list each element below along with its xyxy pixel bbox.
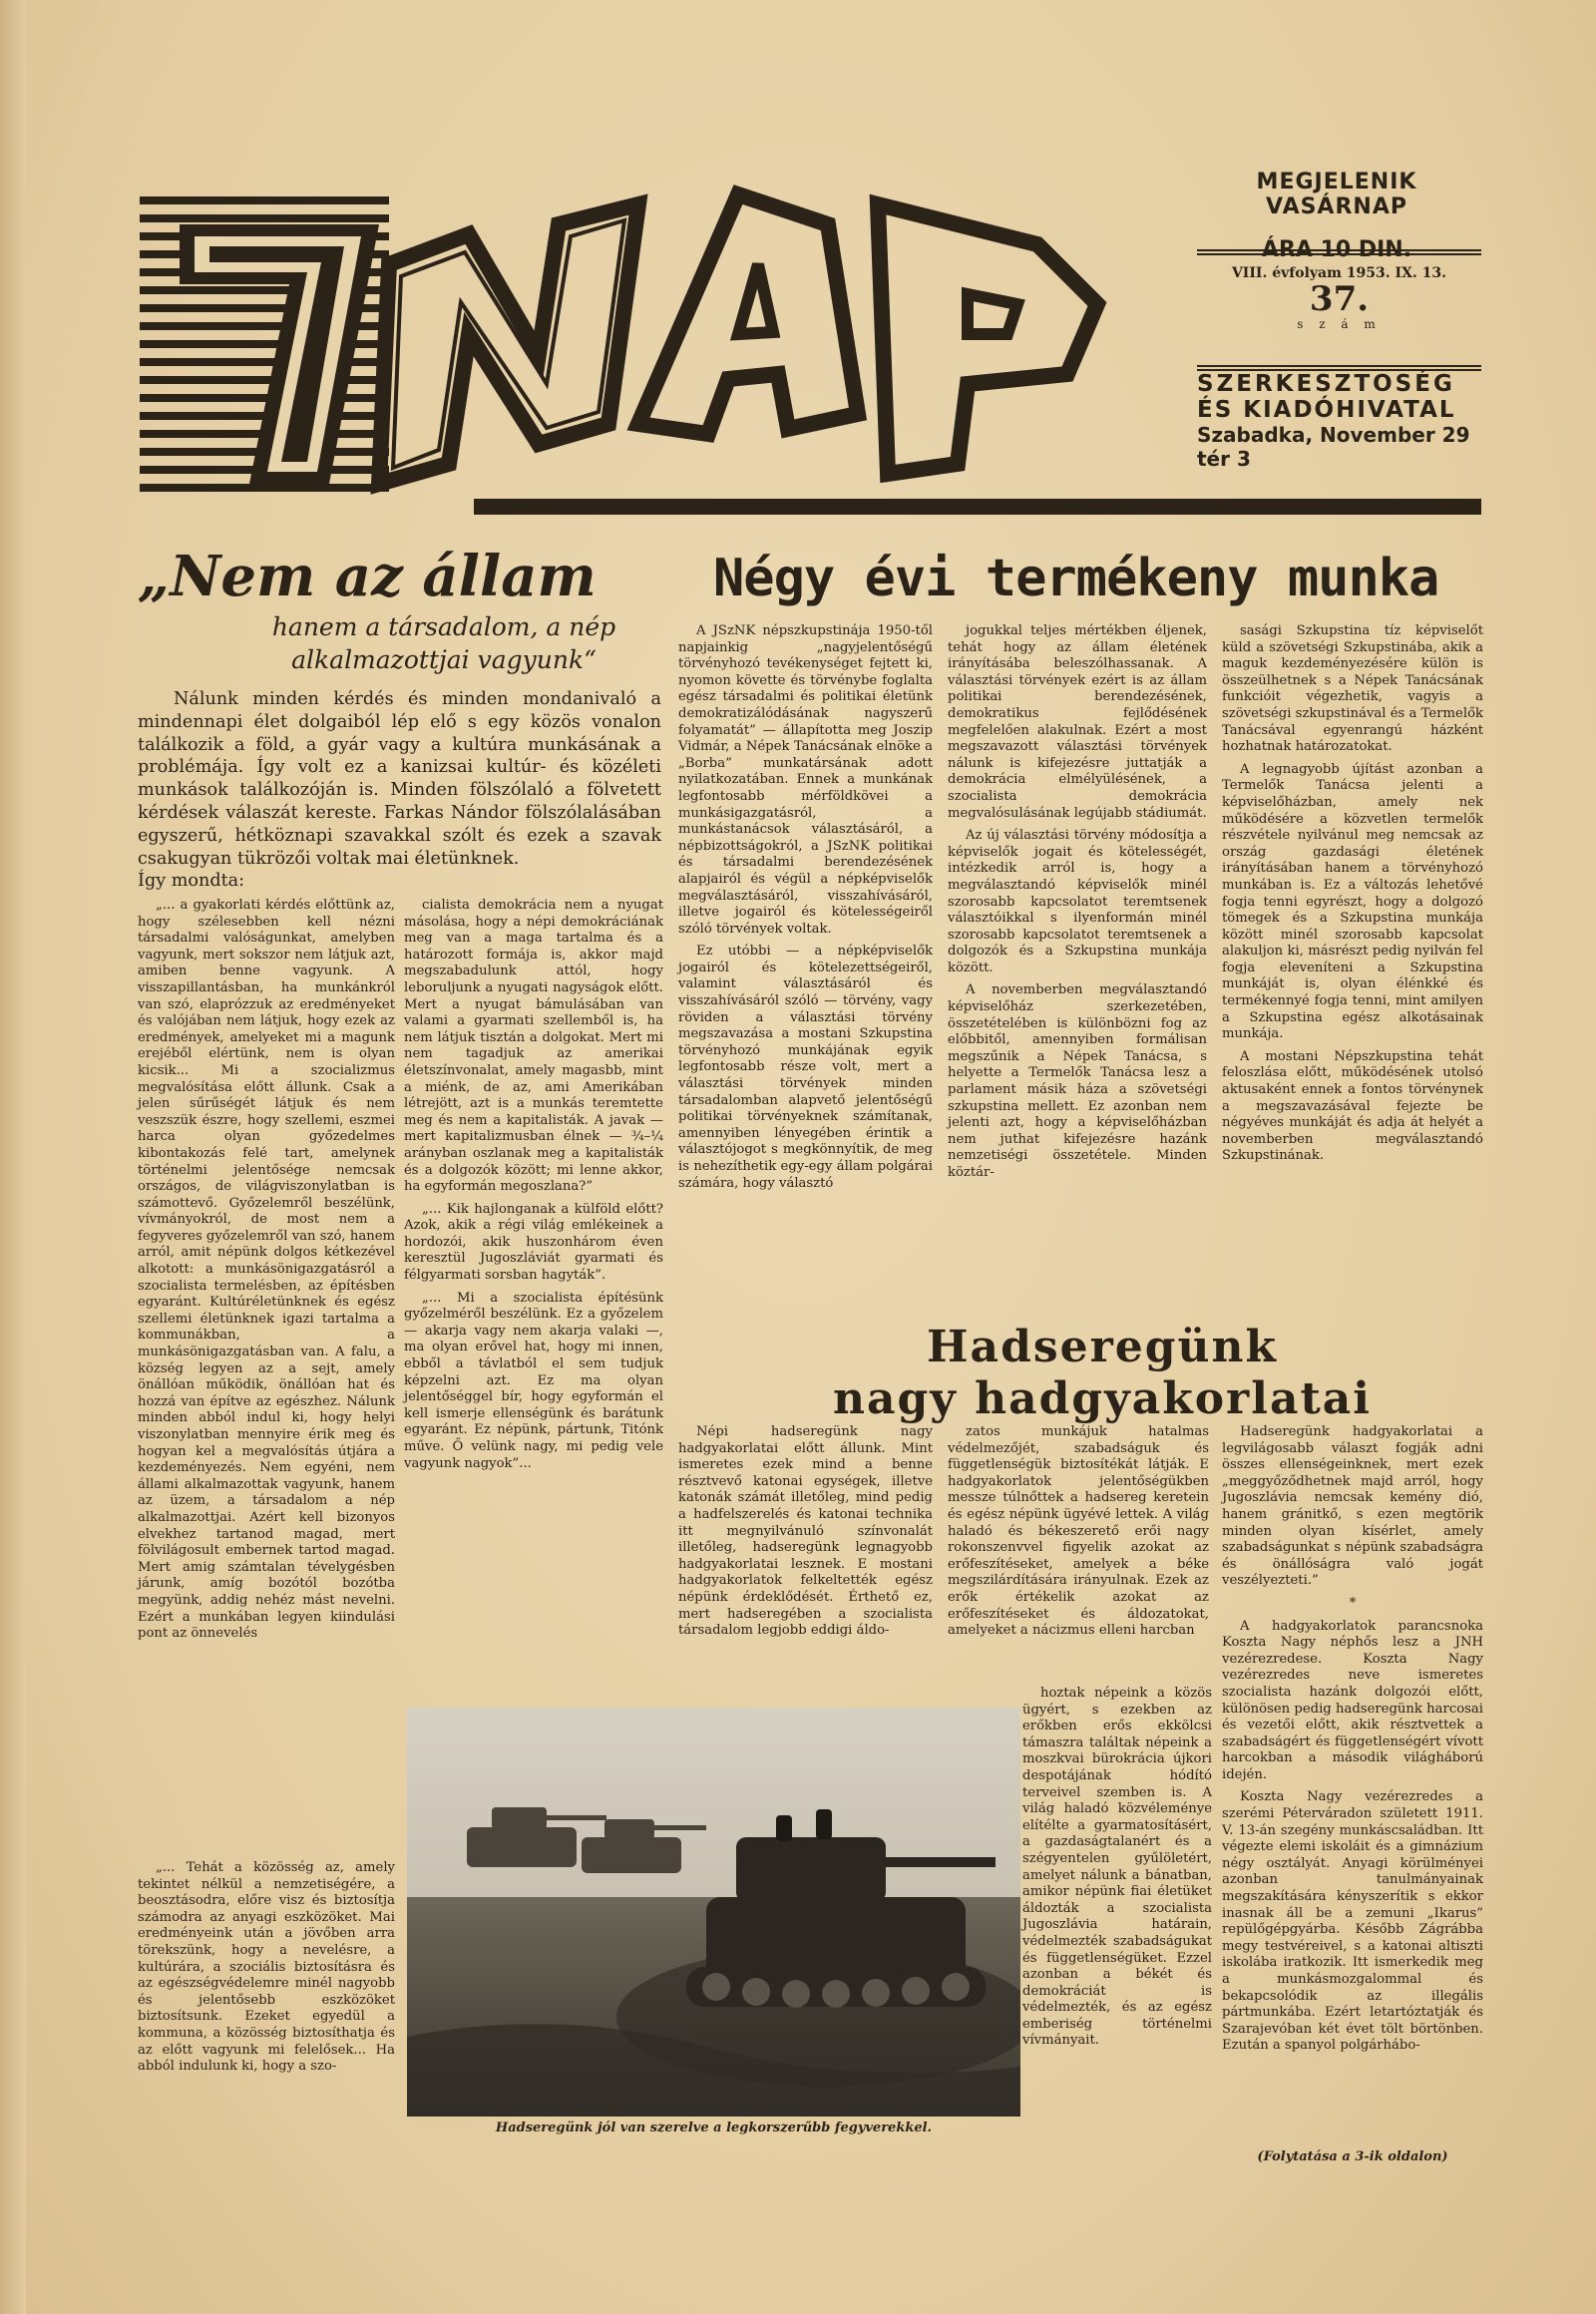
paragraph: A JSzNK népszkupstinája 1950-től napjainkig „nagyjelentőségű törvényhozó tevékenységet fejtett ki, nyomon követte és törvénybe foglalta egész társadalmi és politikai életünk demokratizálódásának nagyszerű folyamatát” — állapította meg Joszip Vidmár, a Népek Tanácsának elnöke a „Borba” munkatársának adott nyilatkozatában. Ennek a munkának legfontosabb mérföldkövei a munkásigazgatásról, a munkástanácsok választásáról, a népbizottságokról, a JSzNK politikai és társadalmi berendezésének alapjairól és végül a népképviselők megválasztásáról, visszahívásáról, illetve jogairól és kötelességeiről szóló törvények voltak. bbox=[678, 623, 933, 937]
paragraph: A legnagyobb újítást azonban a Termelők Tanácsa jelenti a képviselőházban, amely nek működésére a közvetlen termelők részvétele nyilvánul meg nemcsak az ország gazdasági életének irányításában hanem a törvényhozó munkában is. Ez a változás lehetővé fogja tenni egyrészt, hogy a dolgozó tömegek és a Szkupstina munkája között minél szorosabb kapcsolat alakuljon ki, másrészt pedig nyilván fel fogja eleveníteni a Szkupstina munkáját is, olyan élénkké és termékennyé fogja tenni, mint amilyen a Szkupstina egész alkotásainak munkája. bbox=[1222, 761, 1483, 1042]
paragraph: Hadseregünk hadgyakorlatai a legvilágosabb választ fogják adni összes ellenségeinknek, mert ezek „meggyőződhetnek majd arról, hogy Jugoszlávia nemcsak kemény dió, hanem gránitkő, s ezen megtörik minden olyan kísérlet, amely szabadságunkat s népünk szabadságra és önállóságra való jogát veszélyezteti.” bbox=[1222, 1424, 1483, 1589]
article-left-col-1 bbox=[138, 898, 395, 1649]
article-army-col-2-end bbox=[1022, 1686, 1212, 2056]
office-line-2: ÉS KIADÓHIVATAL bbox=[1197, 397, 1456, 423]
intro-text: Nálunk minden kérdés és minden mondanivaló a mindennapi élet dolgaiból lép elő s egy közös vonalon találkozik a föld, a gyár vagy a kultúra munkásának a problémája. Így volt ez a kanizsai kultúr- és közéleti munkások találkozóján is. Minden fölszólaló a fölvetett kérdések válaszát kereste. Farkas Nándor fölszólalásában egyszerű, hétköznapi szavakkal szólt és ezek a szavak csakugyan tükrözői voltak mai életünknek. bbox=[138, 689, 661, 869]
paragraph: Koszta Nagy vezérezredes a szerémi Pétervárad​on született 1911. V. 13-án szegény munkáscsaládban. Itt végezte elemi iskoláit és a gimnázium négy osztályát. Anyagi körülményei azonban tanulmányainak megszakítására kényszerítik s ekkor inasnak áll be a zemuni „Ikarus” repülőgépgyárba. Később Zágrábba megy testvéreivel, s a katonai altiszti iskolába iratkozik. Itt ismerkedik meg a munkásmozgalommal és bekapcsolódik az illegális pártmunkába. Ezért letartóztatják és Szarajevóban két évet tölt börtönben. Ezután a spanyol polgárhábo- bbox=[1222, 1789, 1483, 2054]
paragraph: A novemberben megválasztandó képviselőház szerkezetében, összetételében is különbözni fog az előbbitől, amennyiben formálisan megszűnik a Népek Tanácsa, s helyette a Termelők Tanácsa lesz a parlament másik háza a szövetségi szkupstina mellett. Ez azonban nem jelenti azt, hogy a képviselőházban nem juthat kifejezésre hazánk nemzetiségi összetétele. Minden köztár- bbox=[948, 982, 1207, 1180]
article-right-col-3 bbox=[1222, 623, 1483, 1171]
paragraph: A hadgyakorlatok parancsnoka Koszta Nagy néphős lesz a JNH vezérezredese. Koszta Nagy vezérezredes neve ismeretes szocialista hazánk dolgozói előtt, különösen pedig hadseregünk harcosai és vezetői előtt, akik résztvettek a szabadságért és függetlenségért vívott harcokban a második világháború idején. bbox=[1222, 1618, 1483, 1782]
photo-caption: Hadseregünk jól van szerelve a legkorszerűbb fegyverekkel. bbox=[495, 2121, 933, 2135]
paragraph: Az új választási törvény módosítja a képviselők jogait és kötelességét, intézkedik arról is, hogy a megválasztandó képviselők minél szorosabb kapcsolatot teremtsenek választóikkal s ilyenformán minél szorosabb kapcsolatot teremtsenek a dolgozók és a Szkupstina munkája között. bbox=[948, 828, 1207, 975]
article-left-intro bbox=[138, 688, 661, 893]
article-left-col-2 bbox=[404, 898, 663, 1478]
paragraph: hoztak népeink a közös ügyért, s ezekben az erőkben erős ekkölcsi támaszra találtak népeink a moszkvai bürokrácia újkori despotájának hódító terveivel szemben is. A világ haladó közvéleménye elítélte a gyarmatosításért, a gazdaságtalanért és a szégyentelen gyűlöletért, amelyet nálunk a bánatban, amikor népünk fiai életüket áldozták a szocialista Jugoszlávia határain, védelmezték szabadságukat és függetlenségüket. Ezzel azonban a békét és demokráciát is védelmezték, és az egész emberiség történelmi vívmányait. bbox=[1022, 1686, 1212, 2049]
publication-day: MEGJELENIK VASÁRNAP bbox=[1256, 170, 1417, 219]
article-army-col-2 bbox=[948, 1424, 1209, 1646]
paragraph: „... Tehát a közösség az, amely tekintet nélkül a nemzetiségére, a beosztásodra, előre visz és biztosítja számodra az anyagi eszközöket. Mai eredményeink után a jövőben arra törekszünk, hogy a nevelésre, a kultúrára, a szociális biztosításra és az egészségvédelemre minél nagyobb és jelentősebb eszközöket biztosítsunk. Ezeket egyedül a kommuna, a közösség biztosíthatja és az előtt vagyunk mi felelősek... Ha abból indulunk ki, hogy a szo- bbox=[138, 1860, 395, 2075]
tank-photo-icon bbox=[407, 1708, 1020, 2117]
igy-mondta: Így mondta: bbox=[138, 871, 245, 892]
headline-line-2: nagy hadgyakorlatai bbox=[832, 1373, 1373, 1424]
page-crease bbox=[0, 0, 26, 2314]
headline-negy-evi: Négy évi termékeny munka bbox=[713, 549, 1439, 608]
paragraph: „... Kik hajlonganak a külföld előtt? Azok, akik a régi világ emlékeinek a hordozói, akik huszonhárom éven keresztül Jugoszláviát gyarmati és félgyarmati sorsban hagyták”. bbox=[404, 1201, 663, 1284]
headline-nem-az-allam: „Nem az állam bbox=[138, 544, 597, 609]
editorial-office bbox=[1197, 371, 1486, 471]
paragraph: zatos munkájuk hatalmas védelmezőjét, szabadságuk és függetlenségük biztosítékát látják. E hadgyakorlatok jelentőségükben messze túlnőttek a hadsereg keretein és egész népünk ügyévé lettek. A világ haladó és békeszerető erői nagy rokonszenvvel figyelik azokat az erőfeszítéseket, amelyek a béke megszilárdítására irányulnak. Ezek az erők értékelik azokat az erőfeszítéseket és áldozatokat, amelyeket a nácizmus elleni harcban bbox=[948, 1424, 1209, 1639]
star-separator: * bbox=[1349, 1595, 1357, 1611]
paragraph: A mostani Népszkupstina tehát feloszlása előtt, működésének utolsó aktusaként ennek a fontos törvénynek a megszavazásával fejezte be négyéves munkáját és adja át helyét a novemberben megválasztandó Szkupstinának. bbox=[1222, 1048, 1483, 1164]
subheadline-left: hanem a társadalom, a nép alkalmazottjai vagyunk“ bbox=[271, 612, 616, 674]
office-address: Szabadka, November 29 tér 3 bbox=[1197, 423, 1470, 471]
paragraph: Ez utóbbi — a népképviselők jogairól és kötelezettségeiről, valamint választásáról és visszahívásáról szóló — törvény, vagy röviden a választási törvény megszavazása a mostani Szkupstina törvényhozó munkájának egyik legfontosabb része volt, mert a választási törvények minden társadalomban alapvető jelentőségű politikai törvényeknek számítanak, amennyiben lényegében érintik a választójogot s megkönnyítik, de meg is nehezíthetik egy-egy állam polgárai számára, hogy választó bbox=[678, 944, 933, 1191]
paragraph: jogukkal teljes mértékben éljenek, tehát hogy az állam életének irányításába beleszólhassanak. A választási törvények ezért is az állam politikai berendezésének, demokratikus fejlődésének megfelelően alakulnak. Ezért a most megszavazott választási törvények nálunk is kifejezésre juttatják a demokrácia elmélyülésének, a szocialista demokrácia megvalósulásának legújabb stádiumát. bbox=[948, 623, 1207, 821]
article-army-col-3 bbox=[1222, 1424, 1483, 2061]
issue-number: 37. bbox=[1309, 279, 1370, 319]
article-right-col-1 bbox=[678, 623, 933, 1198]
paragraph: Népi hadseregünk nagy hadgyakorlatai előtt állunk. Mint ismeretes ezek mind a benne résztvevő katonai egységek, illetve katonák számát illetőleg, mind pedig a hadfelszerelés és katonai technika itt megnyilvánuló színvonalát illetőleg, hadseregünk legnagyobb hadgyakorlatai lesznek. E mostani hadgyakorlatok felkeltették egész népünk érdeklődését. Érthető ez, mert hadseregében a szocialista társadalom legjobb eddigi áldo- bbox=[678, 1424, 933, 1639]
continued-note: (Folytatása a 3-ik oldalon) bbox=[1257, 2149, 1448, 2164]
paragraph: „... Mi a szocialista építésünk győzelméről beszélünk. Ez a győzelem — akarja vagy nem akarja valaki —, ma olyan erővel hat, hogy mi innen, ebből a távlatból el sem tudjuk képzelni azt. Ez ma olyan jelentőséggel bír, hogy egyformán el kell ismerje ellenségünk és barátunk egyaránt. Ez népünk, pártunk, Titónk műve. Ő velünk nagy, mi pedig vele vagyunk nagyok”... bbox=[404, 1290, 663, 1471]
headline-line-1: Hadseregünk bbox=[926, 1322, 1279, 1372]
paragraph: „... a gyakorlati kérdés előttünk az, hogy szélesebben kell nézni társadalmi valóságunkat, amelyben vagyunk, mert sokszor nem látjuk azt, amiben benne vagyunk. A visszapillantásban, ha munkánkról van szó, elaprózzuk az eredményeket és valójában nem látjuk, hogy ezek az eredmények, amelyeket mi a magunk erejéből elértünk, nem is olyan kicsik... Mi a szocializmus megvalósítása előtt állunk. Csak a jelen sűrűségét látjuk és nem veszszük észre, hogy szellemi, eszmei harca olyan győzedelmes kibontakozás felé tart, amelynek történelmi jelentősége nemcsak országos, de világviszonylatban is számottevő. Győzelemről beszélünk, vívmányokról, de most nem a fegyveres győzelemről van szó, hanem arról, amit népünk dolgos kétkezével alkotott: a munkásönigazgatásról a szocialista termelésben, az építésben egyaránt. Kultúréletünknek és egész szellemi életünknek igazi tartalma a kommunákban, a munkásönigazgatásban van. A falu, a község legyen az a sejt, amely önállóan működik, önállóan hat és hozzá van építve az egészhez. Nálunk minden abból indul ki, hogy helyi viszonylatban mennyire érik meg és hogyan kel a megvalósítás útjára a kezdeményezés. Nem egyéni, nem állami alkalmazottak vagyunk, hanem az üzem, a társadalom a nép alkalmazottjai. Azért kell bizonyos elvekhez tartanod magad, mert fölvilágosult embernek tartod magad. Mert amig számtalan tévelygésben járunk, amíg bozótól bozótba megyünk, addig nehéz mást nevelni. Ezért a munkában legyen kiindulási pont az önnevelés bbox=[138, 898, 395, 1642]
headline-hadseregunk bbox=[718, 1322, 1486, 1425]
nap-letters bbox=[379, 194, 1097, 484]
seven-glyph bbox=[140, 196, 389, 492]
masthead-rule bbox=[474, 499, 1481, 515]
volume-box bbox=[1197, 249, 1481, 371]
paragraph: sasági Szkupstina tíz képviselőt küld a szövetségi Szkupstinába, akik a maguk kezdeményezésére külön is összeülhetnek s a Népek Tanácsának funkcióit végezhetik, vagyis a szövetségi szkupstinával és a Termelők Tanácsával egyenrangú házként hozhatnak határozatokat. bbox=[1222, 623, 1483, 755]
issue-number-label: s z á m bbox=[1297, 317, 1382, 331]
nap-logo-icon bbox=[140, 185, 1197, 514]
price: ÁRA 10 DIN. bbox=[1261, 237, 1412, 262]
paragraph: cialista demokrácia nem a nyugat másolása, hogy a népi demokráciának meg van a maga tartalma és a határozott formája is, akkor majd megszabadulunk attól, hogy leboruljunk a nyugati nagyságok előtt. Mert a nyugat bámulásában van valami a gyarmati szellemből is, ha nem látjuk tisztán a dolgokat. Mert mi nem tagadjuk az amerikai életszínvonalat, amely magasbb, mint a miénk, de az, ami Amerikában létrejött, azt is a munkás teremtette meg és nem a kapitalisták. A javak — mert kapitalizmusban élnek — ¾–¼ arányban oszlanak meg a kapitalisták és a dolgozók között; mi lenne akkor, ha egyformán megoszlana?” bbox=[404, 898, 663, 1195]
article-left-col-1-end bbox=[138, 1860, 395, 2082]
volume-line: VIII. évfolyam 1953. IX. 13. bbox=[1231, 265, 1447, 281]
article-right-col-2 bbox=[948, 623, 1207, 1188]
office-line-1: SZERKESZTOSÉG bbox=[1197, 371, 1455, 397]
article-army-col-1 bbox=[678, 1424, 933, 1646]
